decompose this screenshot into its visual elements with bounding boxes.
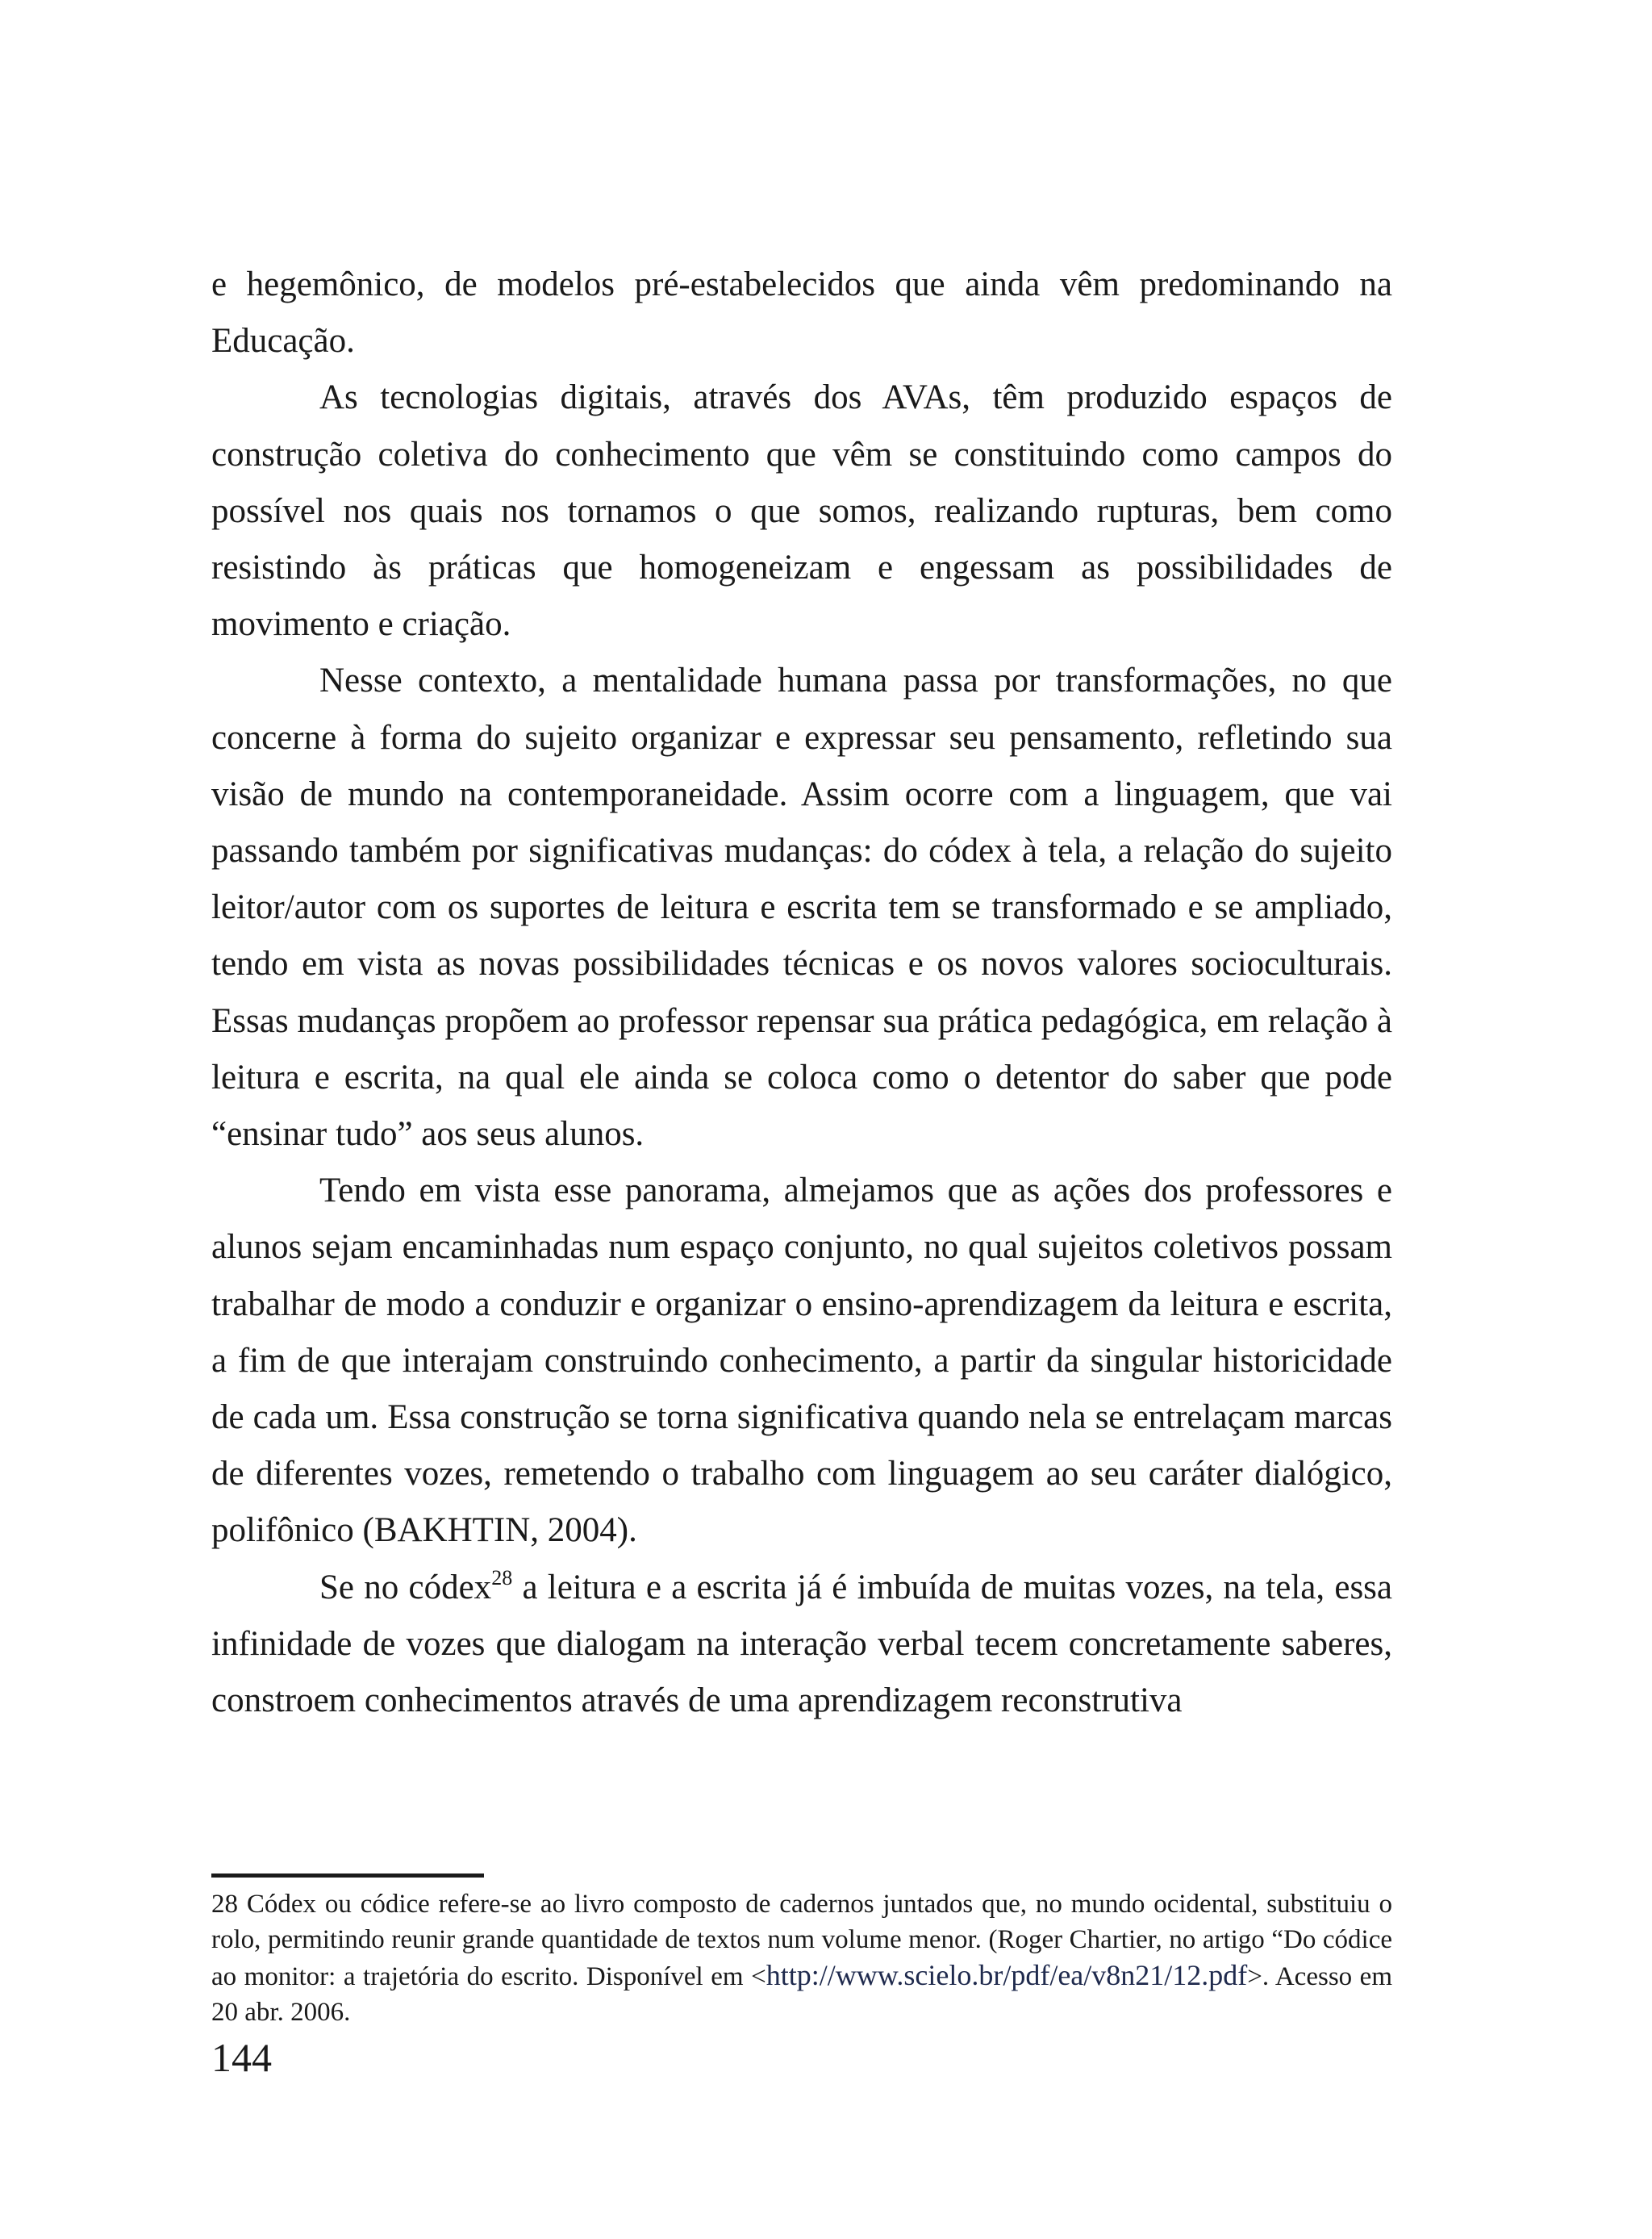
footnote-separator bbox=[211, 1873, 484, 1878]
paragraph-5-end: a leitura e a escrita já é imbuída de muitas vozes, na tela, essa infinidade de vozes que dialogam na interação verbal tecem concretamente saberes, constroem conhecimentos através de uma aprendizagem reconstrutiva bbox=[211, 1568, 1393, 1720]
footnote-link[interactable]: http://www.scielo.br/pdf/ea/v8n21/12.pdf bbox=[766, 1959, 1248, 1991]
page-number: 144 bbox=[211, 2035, 272, 2080]
paragraph-3: Nesse contexto, a mentalidade humana passa por transformações, no que concerne à forma do sujeito organizar e expressar seu pensamento, refletindo sua visão de mundo na contemporaneidade. Assim ocorre com a linguagem, que vai passando também por significativas mudanças: do códex à tela, a relação do sujeito leitor/autor com os suportes de leitura e escrita tem se transformado e se ampliado, tendo em vista as novas possibilidades técnicas e os novos valores socioculturais. Essas mudanças propõem ao professor repensar sua prática pedagógica, em relação à leitura e escrita, na qual ele ainda se coloca como o detentor do saber que pode “ensinar tudo” aos seus alunos. bbox=[211, 662, 1392, 1154]
paragraph-5-start: Se no códex bbox=[319, 1568, 492, 1606]
footnote-number: 28 bbox=[211, 1890, 238, 1919]
footnote-text-end: >. Acesso em 20 abr. 2006. bbox=[211, 1962, 1392, 2027]
footnote-reference-28[interactable]: 28 bbox=[491, 1565, 513, 1589]
paragraph-2: As tecnologias digitais, através dos AVAs, têm produzido espaços de construção coletiva do conhecimento que vêm se constituindo como campos do possível nos quais nos tornamos o que somos, realizando rupturas, bem como resistindo às práticas que homogeneizam e engessam as possibilidades de movimento e criação. bbox=[211, 378, 1392, 644]
paragraph-4: Tendo em vista esse panorama, almejamos que as ações dos professores e alunos sejam encaminhadas num espaço conjunto, no qual sujeitos coletivos possam trabalhar de modo a conduzir e organizar o ensino-aprendizagem da leitura e escrita, a fim de que interajam construindo conhecimento, a partir da singular historicidade de cada um. Essa construção se torna significativa quando nela se entrelaçam marcas de diferentes vozes, remetendo o trabalho com linguagem ao seu caráter dialógico, polifônico (BAKHTIN, 2004). bbox=[211, 1172, 1392, 1550]
paragraph-5 bbox=[211, 1560, 1392, 1730]
body-text bbox=[211, 257, 1392, 1729]
paragraph-1: e hegemônico, de modelos pré-estabelecidos que ainda vêm predominando na Educação. bbox=[211, 265, 1392, 361]
footnote-text: Códex ou códice refere-se ao livro composto de cadernos juntados que, no mundo ocidental, substituiu o rolo, permitindo reunir grande quantidade de textos num volume menor. (Roger Chartier, no artigo “Do códice ao monitor: a trajetória do escrito. Disponível em < bbox=[211, 1890, 1392, 1991]
footnote-28 bbox=[211, 1886, 1392, 2030]
